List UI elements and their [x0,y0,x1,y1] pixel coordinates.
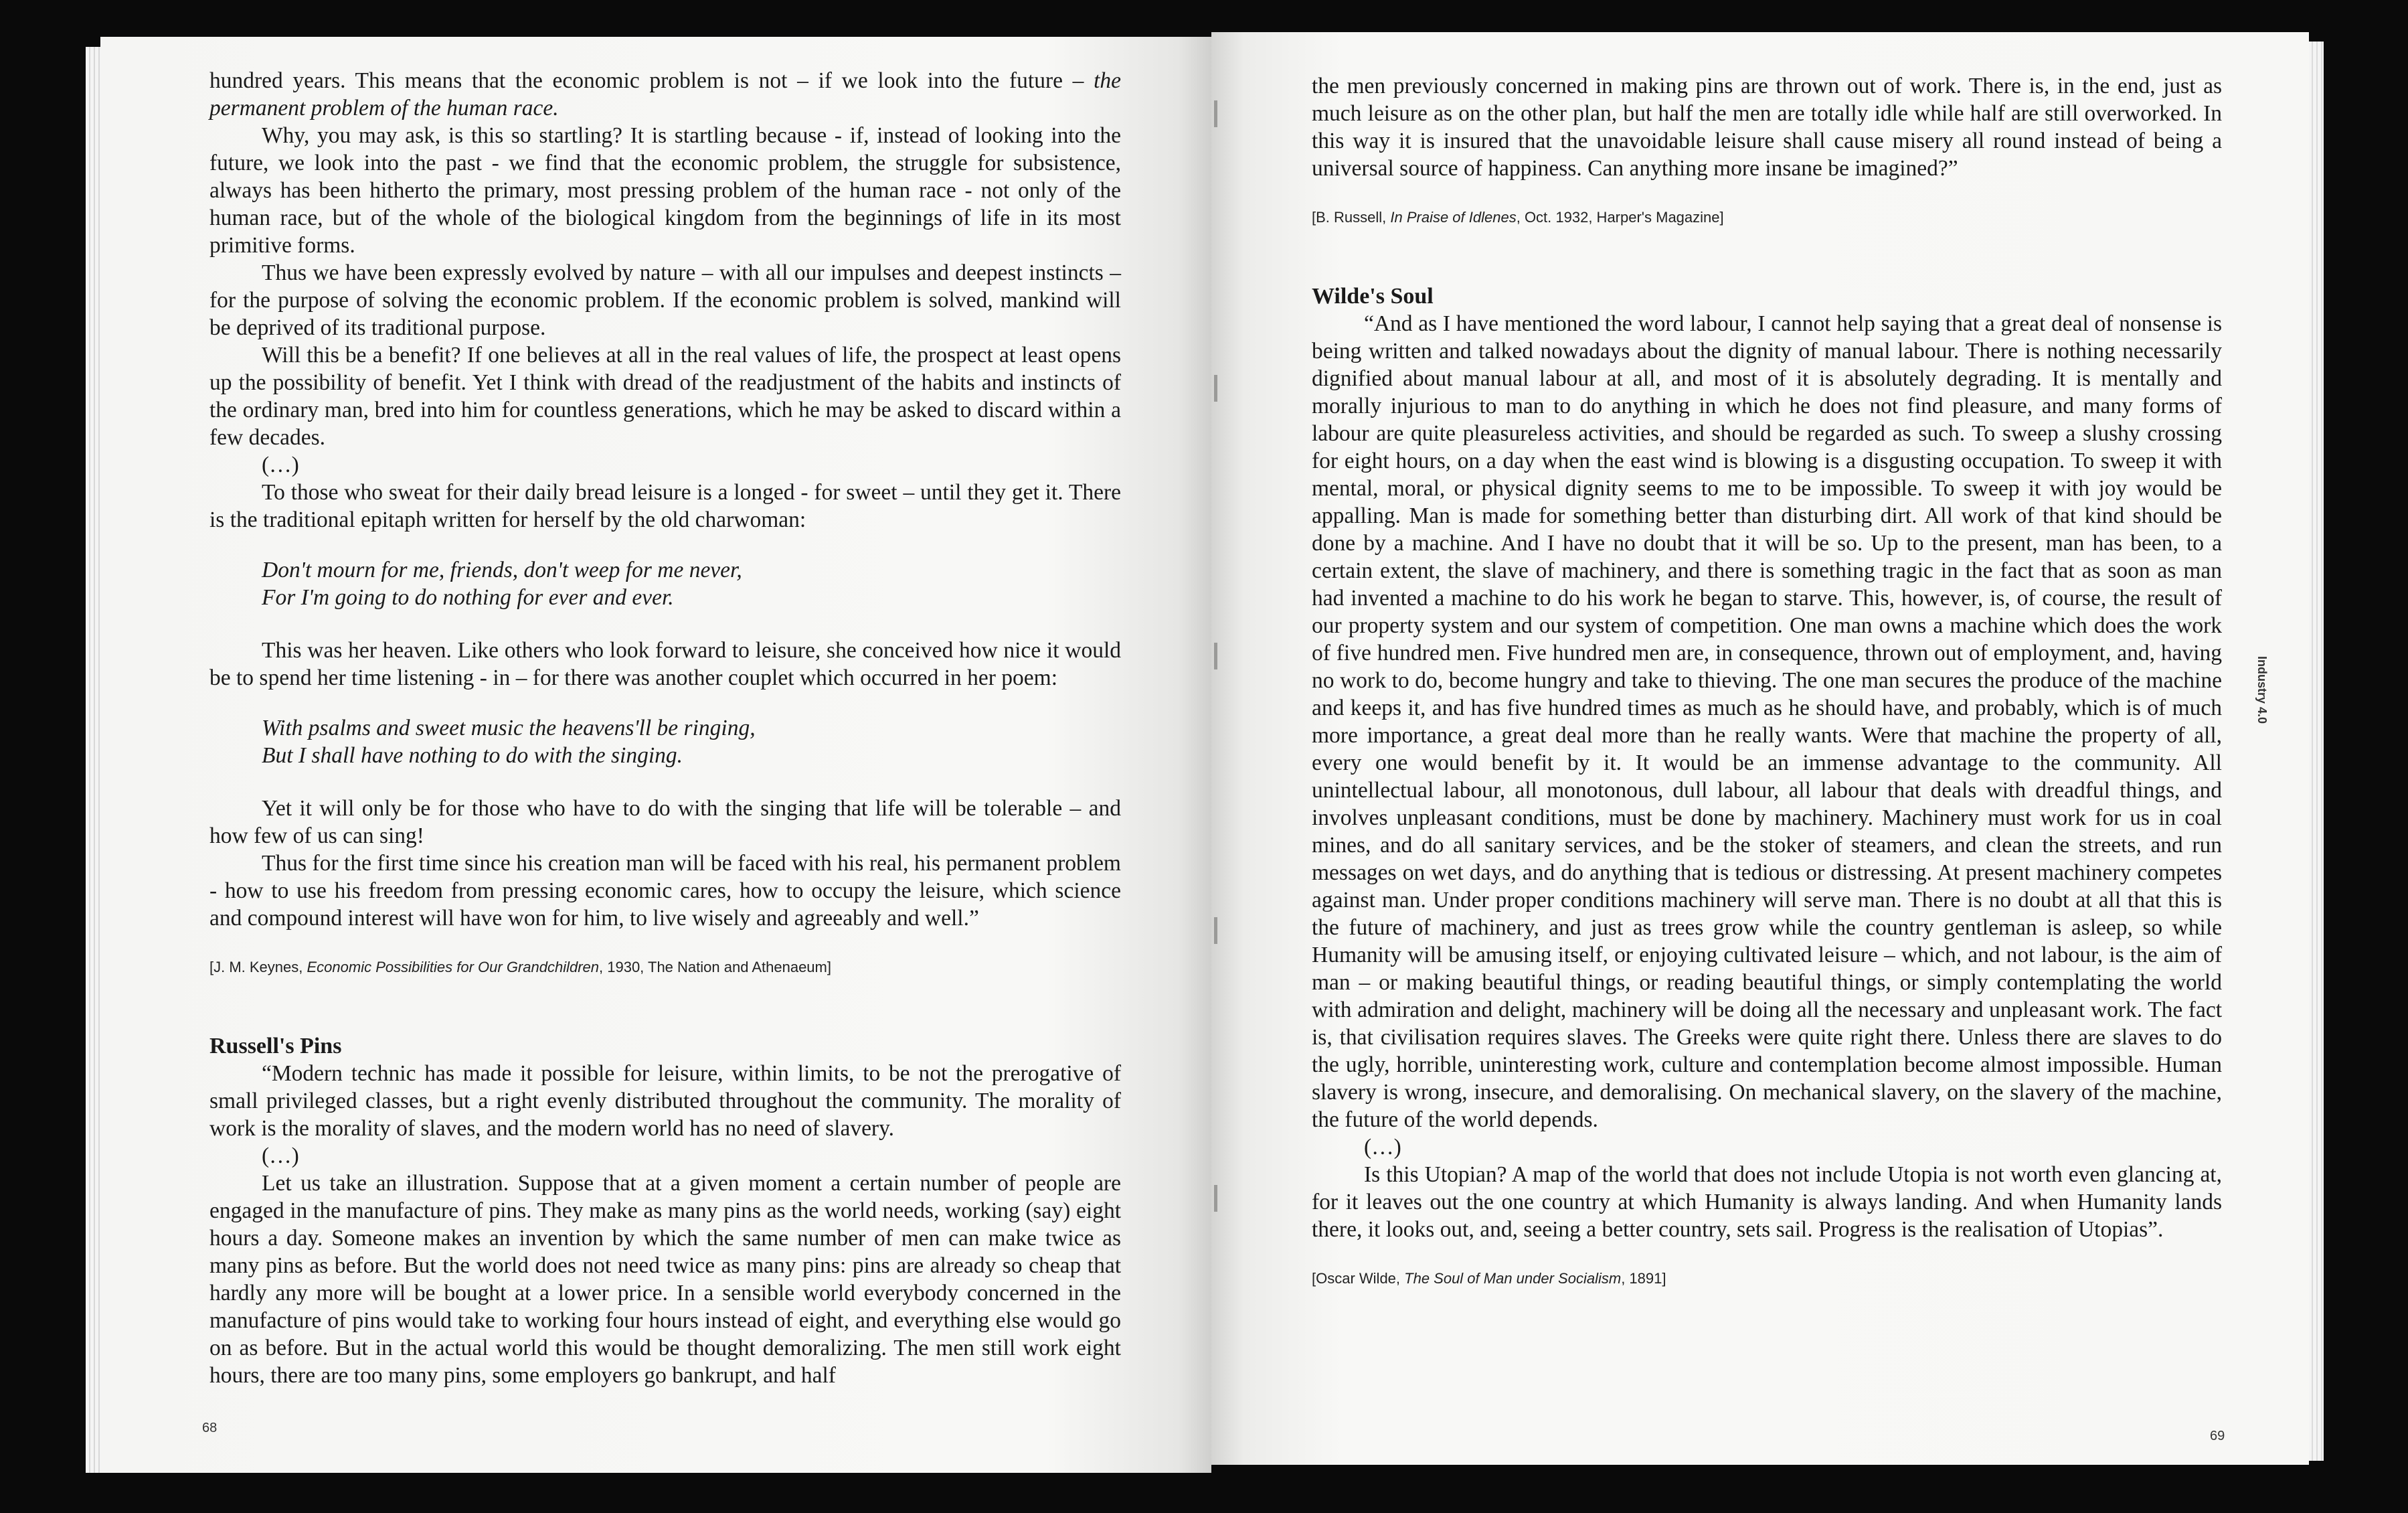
source-citation-keynes: [J. M. Keynes, Economic Possibilities for Our Grandchildren, 1930, The Nation and Athenaeum] [209,959,831,975]
paragraph: hundred years. This means that the economic problem is not – if we look into the future – the permanent problem of the human race. [209,68,1121,121]
poem-line: Don't mourn for me, friends, don't weep for me never, [262,558,742,582]
poem-line: With psalms and sweet music the heavens'll be ringing, [262,716,756,740]
source-citation-russell: [B. Russell, In Praise of Idlenes, Oct. 1932, Harper's Magazine] [1312,209,1724,226]
binding-stitch [1214,1185,1217,1212]
source-citation-wilde: [Oscar Wilde, The Soul of Man under Socialism, 1891] [1312,1270,1666,1287]
binding-stitch [1214,375,1217,402]
ellipsis: (…) [1364,1135,1401,1160]
paragraph: Thus we have been expressly evolved by nature – with all our impulses and deepest instincts – for the purpose of solving the economic problem. If the economic problem is solved, mankind will be deprived of its traditional purpose. [209,260,1121,340]
binding-stitch [1214,100,1217,127]
poem-couplet [262,714,1121,769]
ellipsis: (…) [262,1143,299,1168]
section-heading-russell: Russell's Pins [209,1034,342,1058]
poem-line: For I'm going to do nothing for ever and ever. [262,585,674,610]
paragraph: Why, you may ask, is this so startling? It is startling because - if, instead of looking into the future, we look into the past - we find that the economic problem, the struggle for subsistence, always has been hitherto the primary, most pressing problem of the human race - not only of the human race, but of the whole of the biological kingdom from the beginnings of life in its most primitive forms. [209,123,1121,258]
paragraph: the men previously concerned in making pins are thrown out of work. There is, in the end, just as much leisure as on the other plan, but half the men are totally idle while half are still overworked. In this way it is insured that the unavoidable leisure shall cause misery all round instead of being a universal source of happiness. Can anything more insane be imagined?” [1312,74,2222,181]
paragraph: Let us take an illustration. Suppose that at a given moment a certain number of people are engaged in the manufacture of pins. They make as many pins as the world needs, working (say) eight hours a day. Someone makes an invention by which the same number of men can make twice as many pins as before. But the world does not need twice as many pins: pins are already so cheap that hardly any more will be bought at a lower price. In a sensible world everybody concerned in the manufacture of pins would take to working four hours instead of eight, and everything else would go on as before. But in the actual world this would be thought demoralizing. The men still work eight hours, there are too many pins, some employers go bankrupt, and half [209,1171,1121,1388]
binding-stitch [1214,917,1217,944]
ellipsis: (…) [262,453,299,477]
binding-stitch [1214,643,1217,669]
page-number-left: 68 [202,1421,218,1435]
paragraph: “And as I have mentioned the word labour, I cannot help saying that a great deal of nonsense is being written and talked nowadays about the dignity of manual labour. There is nothing necessarily dignified about manual labour at all, and most of it is absolutely degrading. It is mentally and morally injurious to man to do anything in which he does not find pleasure, and many forms of labour are quite pleasureless activities, and should be regarded as such. To sweep a slushy crossing for eight hours, on a day when the east wind is blowing is a disgusting occupation. To sweep it with mental, moral, or physical dignity seems to me to be impossible. To sweep it with joy would be appalling. Man is made for something better than disturbing dirt. All work of that kind should be done by a machine. And I have no doubt that it will be so. Up to the present, man has been, to a certain extent, the slave of machinery, and there is something tragic in the fact that as soon as man had invented a machine to do his work he began to starve. This, however, is, of course, the result of our property system and our system of competition. One man owns a machine which does the work of five hundred men. Five hundred men are, in consequence, thrown out of employment, and, having no work to do, become hungry and take to thieving. The one man secures the produce of the machine and keeps it, and has five hundred times as much as he should have, and probably, which is of much more importance, a great deal more than he really wants. Were that machine the property of all, every one would benefit by it. It would be an immense advantage to the community. All unintellectual labour, all monotonous, dull labour, all labour that deals with dreadful things, and involves unpleasant conditions, must be done by machinery. Machinery must work for us in coal mines, and do all sanitary services, and be the stoker of steamers, and clean the streets, and run messages on wet days, and do anything that is tedious or distressing. At present machinery competes against man. Under proper conditions machinery will serve man. There is no doubt at all that this is the future of machinery, and just as trees grow while the country gentleman is asleep, so while Humanity will be amusing itself, or enjoying cultivated leisure – which, and not labour, is the aim of man – or making beautiful things, or reading beautiful things, or simply contemplating the world with admiration and delight, machinery will be doing all the necessary and unpleasant work. The fact is, that civilisation requires slaves. The Greeks were quite right there. Unless there are slaves to do the ugly, horrible, uninteresting work, culture and contemplation become almost impossible. Human slavery is wrong, insecure, and demoralising. On mechanical slavery, on the slavery of the machine, the future of the world depends. [1312,311,2222,1132]
page-number-right: 69 [2210,1429,2225,1443]
paragraph: “Modern technic has made it possible for leisure, within limits, to be not the prerogative of small privileged classes, but a right evenly distributed throughout the community. The morality of work is the morality of slaves, and the modern world has no need of slavery. [209,1061,1121,1141]
left-page-text [209,67,1121,1389]
paragraph: Yet it will only be for those who have to do with the singing that life will be tolerable – and how few of us can sing! [209,796,1121,848]
paragraph: This was her heaven. Like others who look forward to leisure, she conceived how nice it would be to spend her time listening - in – for there was another couplet which occurred in her poem: [209,638,1121,690]
poem-epitaph [262,556,1121,611]
paragraph: Will this be a benefit? If one believes at all in the real values of life, the prospect at least opens up the possibility of benefit. Yet I think with dread of the readjustment of the habits and instincts of the ordinary man, bred into him for countless generations, which he may be asked to discard within a few decades. [209,343,1121,450]
paragraph: Thus for the first time since his creation man will be faced with his real, his permanent problem - how to use his freedom from pressing economic cares, how to occupy the leisure, which science and compound interest will have won for him, to live wisely and agreeably and well.” [209,851,1121,931]
paragraph: Is this Utopian? A map of the world that does not include Utopia is not worth even glancing at, for it leaves out the one country at which Humanity is always landing. And when Humanity lands there, it looks out, and, seeing a better country, sets sail. Progress is the realisation of Utopias”. [1312,1162,2222,1242]
poem-line: But I shall have nothing to do with the singing. [262,743,683,768]
paragraph: To those who sweat for their daily bread leisure is a longed - for sweet – until they get it. There is the traditional epitaph written for herself by the old charwoman: [209,480,1121,532]
running-head: Industry 4.0 [2255,656,2269,724]
section-heading-wilde: Wilde's Soul [1312,284,1434,309]
right-page-text [1312,72,2222,1289]
